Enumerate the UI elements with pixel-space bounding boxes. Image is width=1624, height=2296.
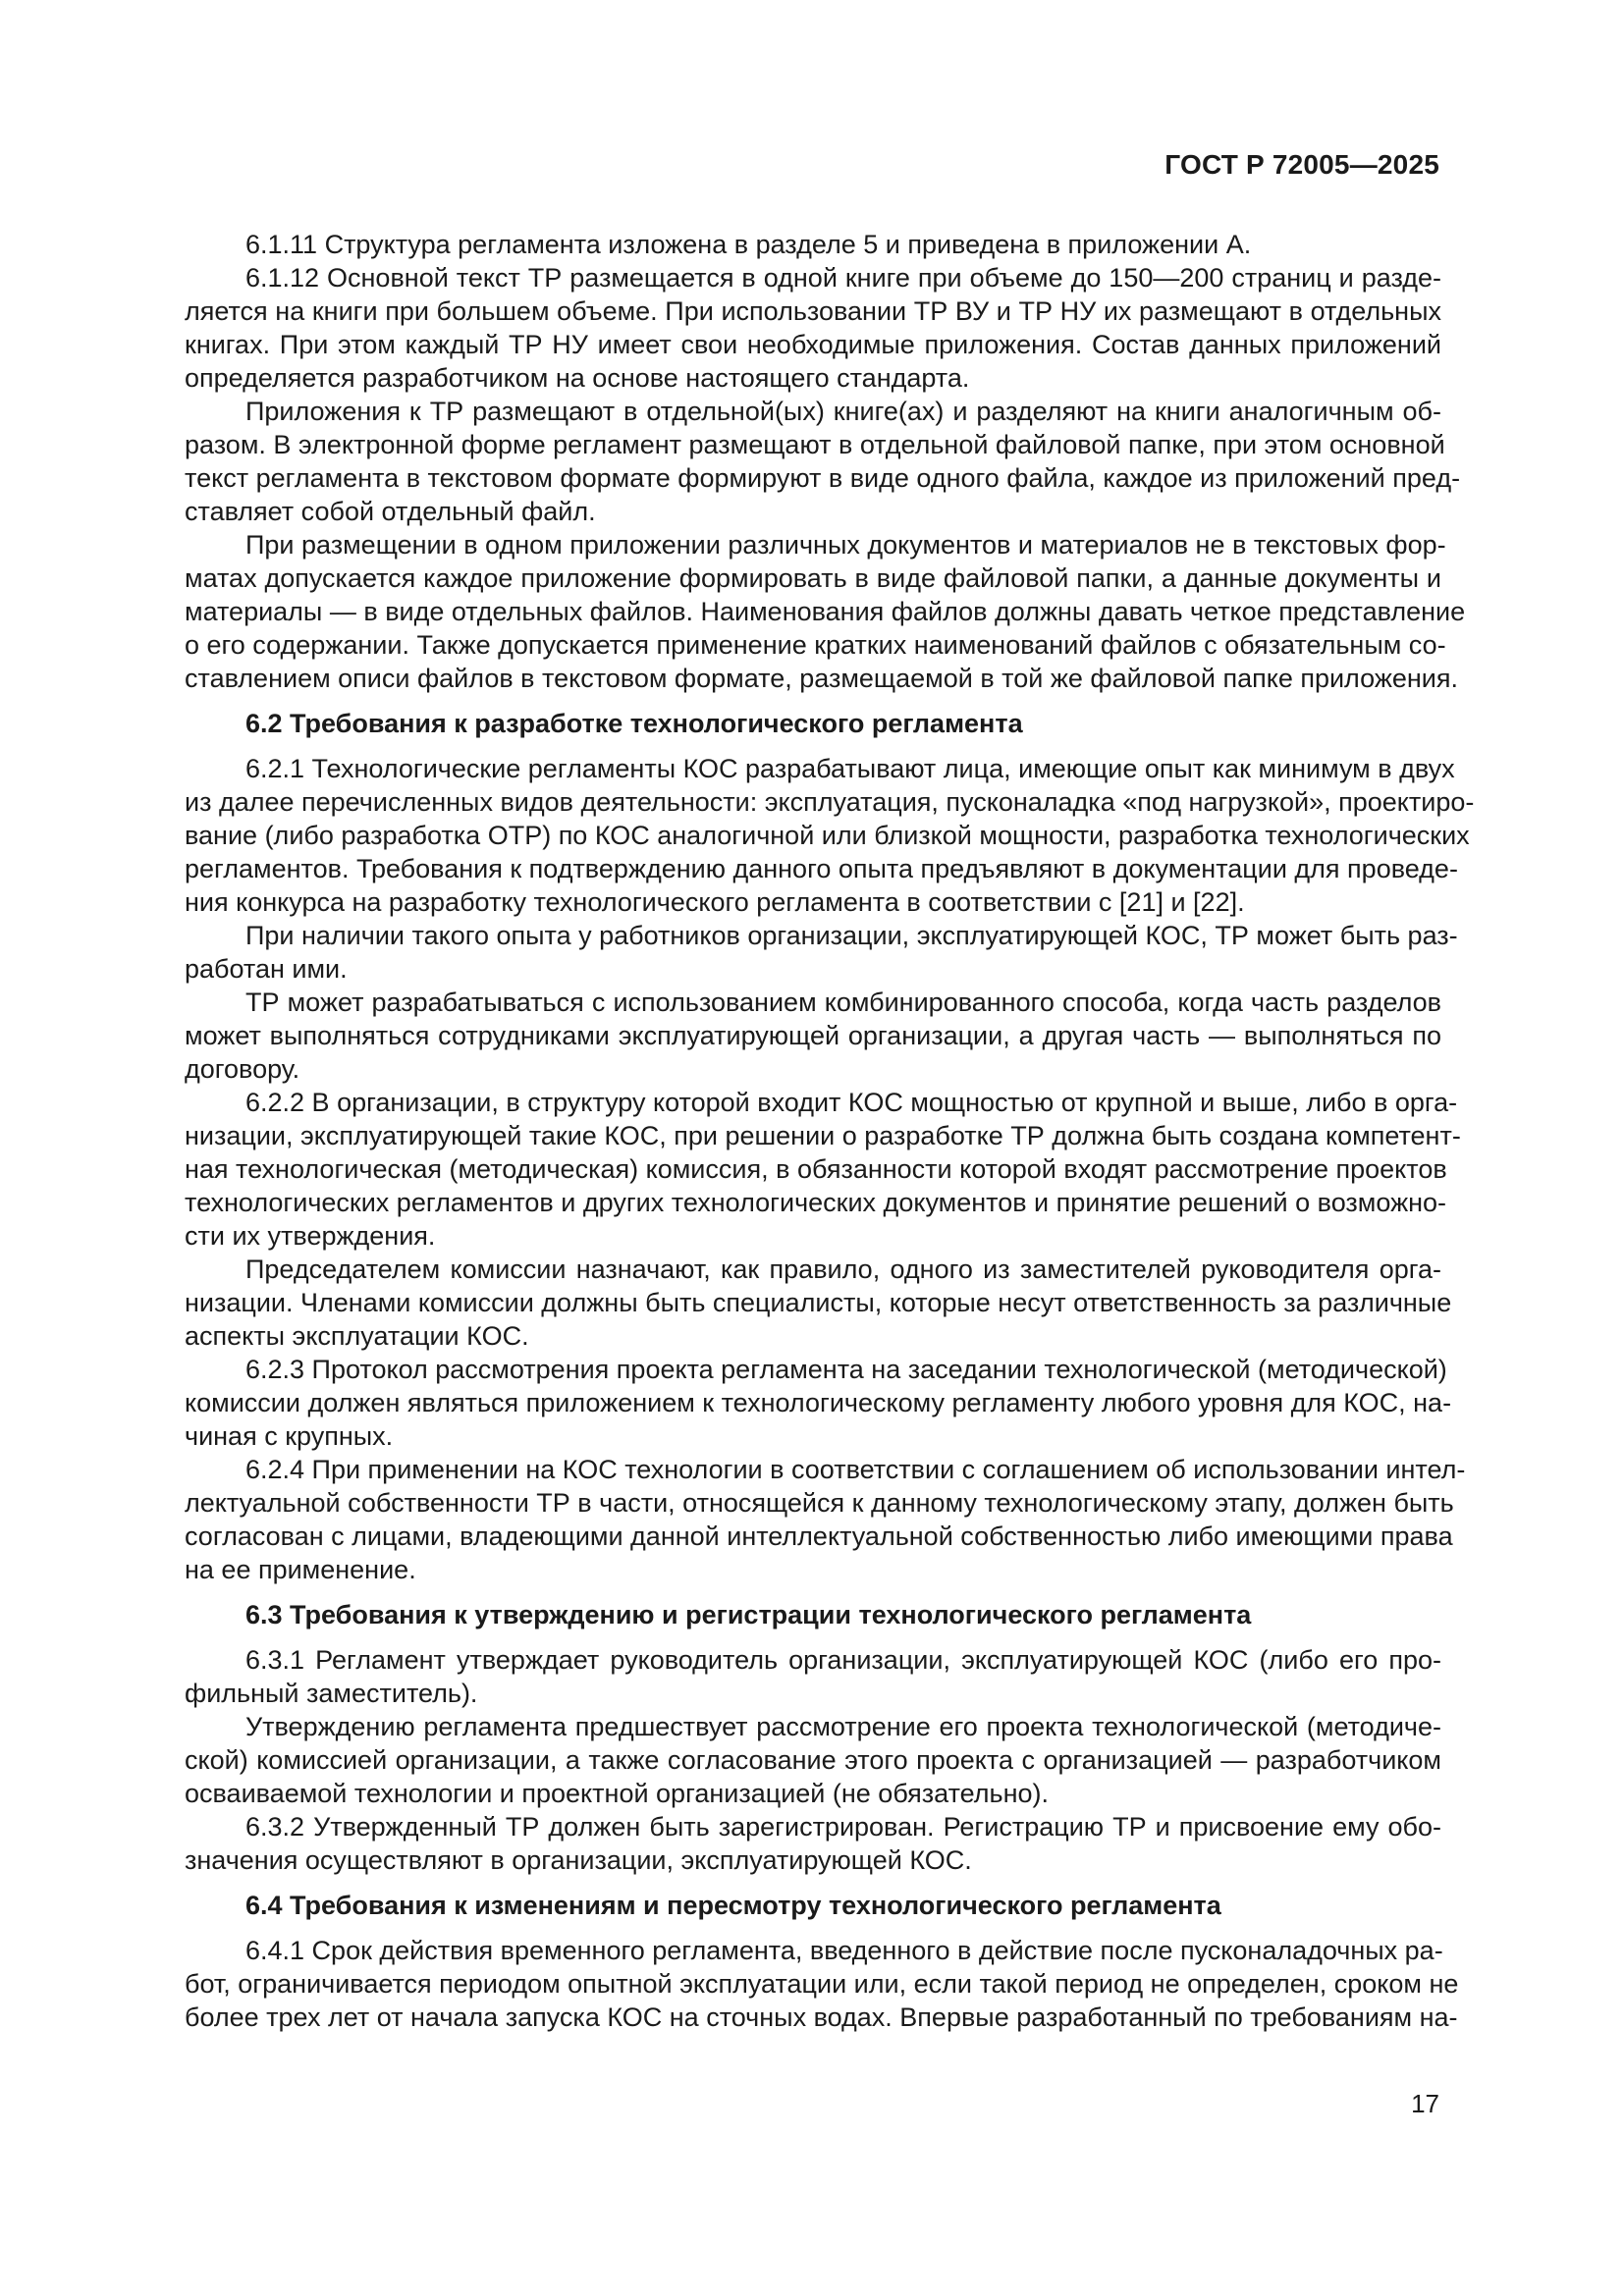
text-line: 6.2.4 При применении на КОС технологии в соответствии с соглашением об использовании интел- [245,1455,1466,1484]
text-line: более трех лет от начала запуска КОС на сточных водах. Впервые разработанный по требованиям на- [185,2002,1458,2032]
text-line: 6.2.3 Протокол рассмотрения проекта регламента на заседании технологической (методической) [245,1355,1447,1384]
paragraph [185,1643,1441,1710]
text-line: ской) комиссией организации, а также согласование этого проекта с организацией — разработчиком [185,1745,1441,1775]
text-line: вание (либо разработка ОТР) по КОС аналогичной или близкой мощности, разработка технологических [185,821,1470,850]
text-line: При размещении в одном приложении различных документов и материалов не в текстовых фор- [245,530,1446,560]
text-line: ставляет собой отдельный файл. [185,497,596,526]
text-line: матах допускается каждое приложение формировать в виде файловой папки, а данные документы и [185,563,1441,593]
text-line: 6.4.1 Срок действия временного регламента, введенного в действие после пусконаладочных ра- [245,1936,1443,1965]
page-number: 17 [1411,2089,1439,2118]
section-heading: 6.3 Требования к утверждению и регистрации технологического регламента [245,1600,1252,1629]
paragraph [185,261,1441,395]
text-line: значения осуществляют в организации, эксплуатирующей КОС. [185,1845,972,1875]
text-line: сти их утверждения. [185,1221,436,1251]
text-line: работан ими. [185,954,348,984]
text-line: ная технологическая (методическая) комиссия, в обязанности которой входят рассмотрение проектов [185,1154,1447,1184]
text-line: 6.1.11 Структура регламента изложена в разделе 5 и приведена в приложении А. [245,230,1252,259]
text-line: из далее перечисленных видов деятельности: эксплуатация, пусконаладка «под нагрузкой», проектиро- [185,787,1475,817]
text-line: о его содержании. Также допускается применение кратких наименований файлов с обязательным со- [185,630,1446,660]
paragraph [185,228,1441,261]
text-line: ТР может разрабатываться с использованием комбинированного способа, когда часть разделов [245,988,1441,1017]
paragraph [185,986,1441,1086]
text-line: аспекты эксплуатации КОС. [185,1321,529,1351]
text-line: материалы — в виде отдельных файлов. Наименования файлов должны давать четкое представление [185,597,1466,626]
text-line: договору. [185,1054,300,1084]
text-line: текст регламента в текстовом формате формируют в виде одного файла, каждое из приложений пред- [185,463,1461,493]
text-line: ставлением описи файлов в текстовом формате, размещаемой в той же файловой папке приложения. [185,664,1459,693]
paragraph [185,1810,1441,1877]
paragraph [185,1253,1452,1353]
text-line: При наличии такого опыта у работников организации, эксплуатирующей КОС, ТР может быть раз- [245,921,1458,950]
paragraph [185,528,1466,695]
text-line: фильный заместитель). [185,1679,478,1708]
text-line: на ее применение. [185,1555,416,1584]
text-line: 6.3.1 Регламент утверждает руководитель организации, эксплуатирующей КОС (либо его про- [245,1645,1441,1675]
text-line: согласован с лицами, владеющими данной интеллектуальной собственностью либо имеющими права [185,1522,1453,1551]
text-line: Приложения к ТР размещают в отдельной(ых) книге(ах) и разделяют на книги аналогичным об- [245,397,1441,426]
section-heading: 6.4 Требования к изменениям и пересмотру технологического регламента [245,1891,1221,1920]
text-line: осваиваемой технологии и проектной организацией (не обязательно). [185,1779,1050,1808]
document-body [185,228,1475,2034]
text-line: ния конкурса на разработку технологического регламента в соответствии с [21] и [22]. [185,887,1245,917]
paragraph [185,752,1475,919]
text-line: технологических регламентов и других технологических документов и принятие решений о возможно- [185,1188,1447,1217]
paragraph [185,1934,1459,2034]
text-line: чиная с крупных. [185,1421,394,1451]
paragraph [185,919,1458,986]
text-line: регламентов. Требования к подтверждению данного опыта предъявляют в документации для проведе- [185,854,1458,883]
text-line: низации, эксплуатирующей такие КОС, при решении о разработке ТР должна быть создана компетент- [185,1121,1461,1150]
text-line: 6.1.12 Основной текст ТР размещается в одной книге при объеме до 150—200 страниц и разде- [245,263,1441,293]
text-line: определяется разработчиком на основе настоящего стандарта. [185,363,970,393]
text-line: книгах. При этом каждый ТР НУ имеет свои необходимые приложения. Состав данных приложений [185,330,1441,359]
section-heading: 6.2 Требования к разработке технологического регламента [245,709,1023,738]
text-line: 6.3.2 Утвержденный ТР должен быть зарегистрирован. Регистрацию ТР и присвоение ему обо- [245,1812,1441,1842]
document-header: ГОСТ Р 72005—2025 [1164,149,1439,180]
text-line: Утверждению регламента предшествует рассмотрение его проекта технологической (методиче- [245,1712,1441,1741]
paragraph [185,1353,1452,1453]
text-line: лектуальной собственности ТР в части, относящейся к данному технологическому этапу, должен быть [185,1488,1454,1518]
text-line: ляется на книги при большем объеме. При использовании ТР ВУ и ТР НУ их размещают в отдельных [185,296,1441,326]
text-line: разом. В электронной форме регламент размещают в отдельной файловой папке, при этом основной [185,430,1445,459]
text-line: может выполняться сотрудниками эксплуатирующей организации, а другая часть — выполняться по [185,1021,1441,1050]
paragraph [185,395,1461,528]
text-line: бот, ограничивается периодом опытной эксплуатации или, если такой период не определен, сроком не [185,1969,1459,1999]
text-line: 6.2.1 Технологические регламенты КОС разрабатывают лица, имеющие опыт как минимум в двух [245,754,1455,783]
text-line: низации. Членами комиссии должны быть специалисты, которые несут ответственность за различные [185,1288,1452,1317]
text-line: 6.2.2 В организации, в структуру которой входит КОС мощностью от крупной и выше, либо в орга- [245,1088,1458,1117]
paragraph [185,1453,1466,1586]
text-line: Председателем комиссии назначают, как правило, одного из заместителей руководителя орга- [245,1255,1441,1284]
text-line: комиссии должен являться приложением к технологическому регламенту любого уровня для КОС, на- [185,1388,1452,1417]
paragraph [185,1086,1461,1253]
paragraph [185,1710,1441,1810]
